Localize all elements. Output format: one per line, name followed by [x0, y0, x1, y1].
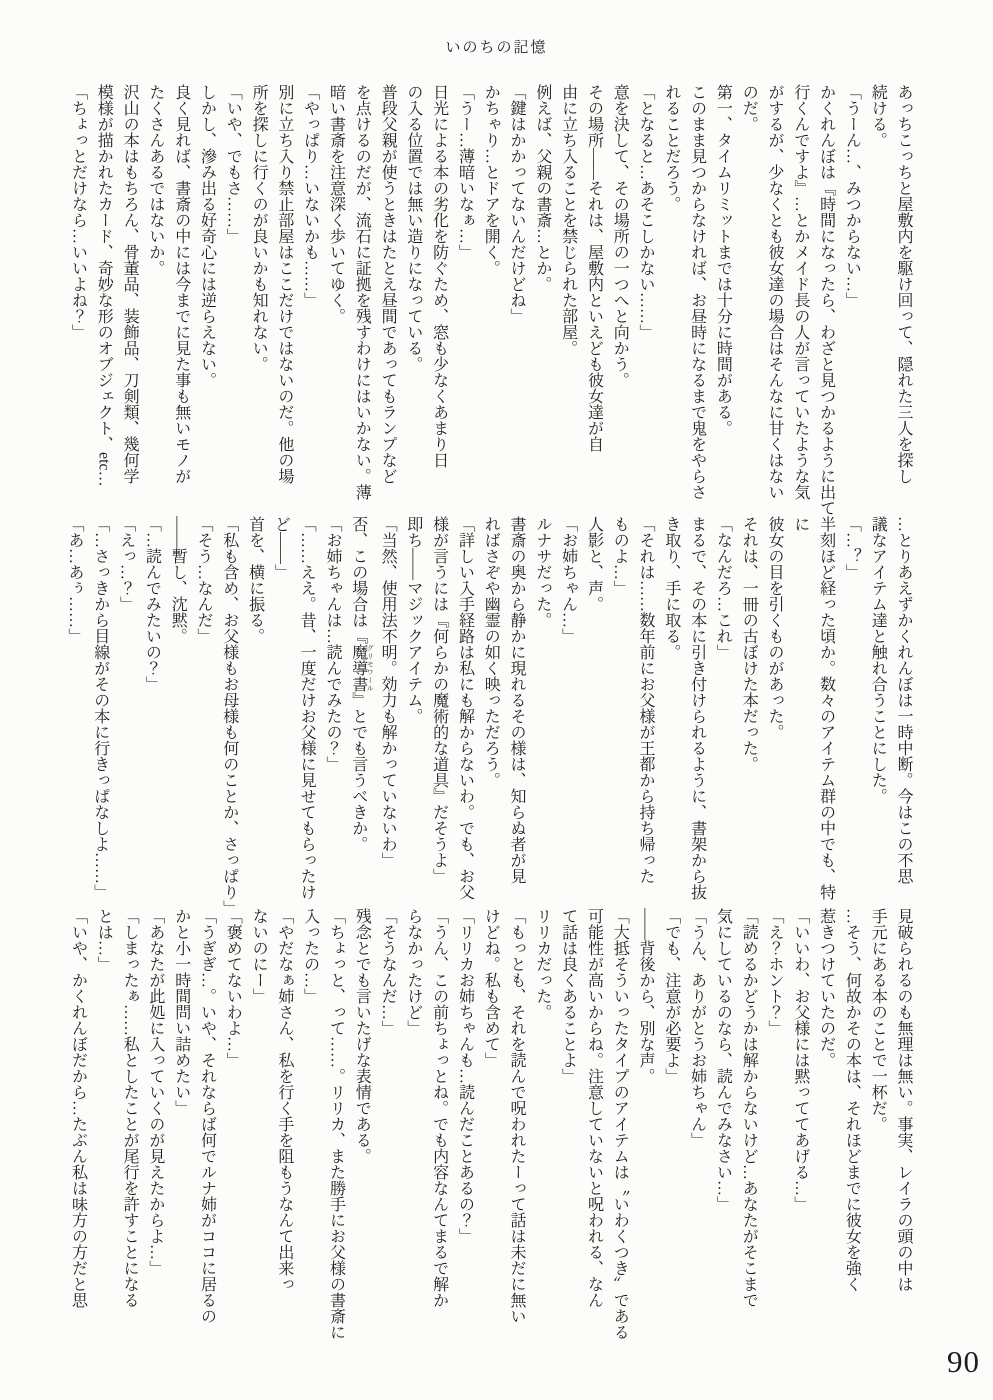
text-line: 「うん、ありがとうお姉ちゃん」 — [688, 908, 706, 1148]
text-line: 例えば、父親の書斎…とか。 — [533, 84, 551, 292]
text-line: とは…」 — [95, 908, 113, 972]
text-line: それは、一冊の古ぼけた本だった。 — [740, 516, 758, 772]
text-line: 「ちょっと、って……。リリカ、また勝手にお父様の書斎に — [327, 908, 345, 1340]
text-line: けどね。私も含めて」 — [482, 908, 500, 1068]
text-line: 首を、横に振る。 — [246, 516, 264, 644]
text-line: ルナサだった。 — [533, 516, 551, 628]
text-line: かと小一時間問い詰めたい」 — [172, 908, 190, 1116]
text-line: 惹きつけていたのだ。 — [817, 908, 835, 1068]
text-line: のだ。 — [740, 84, 758, 132]
text-line: 否、この場合は『魔導書 グリモワール』とでも言うべきか。 — [349, 516, 375, 852]
text-line: 「お姉ちゃんは…読んでみたの？」 — [323, 516, 341, 772]
text-band-1 — [58, 84, 916, 524]
text-line: らなかったけど」 — [404, 908, 422, 1036]
text-line: 「もっとも、それを読んで呪われたーって話は未だに無い — [508, 908, 526, 1324]
text-line: 別に立ち入り禁止部屋はここだけではないのだ。他の場 — [275, 84, 293, 484]
text-line: 「えっ…？」 — [117, 516, 135, 612]
text-band-2 — [58, 516, 916, 916]
text-line: ないのにー」 — [250, 908, 268, 1004]
text-line: 「…さっきから目線がその本に行きっぱなしよ……」 — [91, 516, 109, 900]
text-line: ど――」 — [272, 516, 290, 580]
text-line: 見破られるのも無理は無い。事実、レイラの頭の中は — [895, 908, 912, 1292]
text-line: ればさぞや幽霊の如く映っただろう。 — [482, 516, 500, 788]
text-line: 「……ええ。昔、一度だけお父様に見せてもらったけ — [298, 516, 316, 900]
text-line: 議なアイテム達と触れ合うことにした。 — [869, 516, 887, 804]
text-line: 「え？ホント？」 — [766, 908, 784, 1036]
text-line: 「うー…薄暗いなぁ…」 — [456, 84, 474, 260]
text-line: 可能性が高いからね。注意していないと呪われる、なん — [585, 908, 603, 1308]
text-line: 「詳しい入手経路は私にも解からないわ。でも、お父 — [456, 516, 474, 900]
text-line: がするが、少なくとも彼女達の場合はそんなに甘くはない — [766, 84, 784, 500]
text-line: 「そう…なんだ」 — [194, 516, 212, 644]
text-line: 「でも、注意が必要よ」 — [662, 908, 680, 1084]
text-line: 「私も含め、お父様もお母様も何のことか、さっぱり」 — [220, 516, 238, 916]
text-line: 意を決して、その場所の一つへと向かう。 — [611, 84, 629, 388]
text-line: 入ったの…」 — [301, 908, 319, 1004]
text-line: 書斎の奥から静かに現れるその様は、知らぬ者が見 — [508, 516, 526, 884]
text-line: 「そうなんだ…」 — [379, 908, 397, 1036]
text-line: リリカだった。 — [533, 908, 551, 1020]
text-line: 彼女の目を引くものがあった。 — [766, 516, 784, 740]
text-line: 「当然、使用法不明。効力も解かっていないわ」 — [379, 516, 397, 868]
text-line: 「お姉ちゃん…」 — [559, 516, 577, 644]
text-line: 「あ…あぅ……」 — [66, 516, 83, 644]
text-line: 「…読んでみたいの？」 — [143, 516, 161, 692]
text-line: 第一、タイムリミットまでは十分に時間がある。 — [714, 84, 732, 436]
text-line: あっちこっちと屋敷内を駆け回って、隠れた三人を探し — [895, 84, 912, 484]
text-line: 「やっぱり…いないかも……」 — [301, 84, 319, 308]
text-line: 所を探しに行くのが良いかも知れない。 — [250, 84, 268, 372]
text-line: 「やだなぁ姉さん、私を行く手を阻もうなんて出来っ — [275, 908, 293, 1292]
text-line: ――背後から、別な声。 — [637, 908, 655, 1084]
text-line: 模様が描かれたカード、奇妙な形のオブジェクト、etc… — [95, 84, 113, 487]
text-line: 「なんだろ…これ」 — [714, 516, 732, 660]
text-line: 良く見れば、書斎の中には今までに見た事も無いモノが — [172, 84, 190, 484]
text-line: 「褒めてないわよ…」 — [224, 908, 242, 1068]
text-line: 人影と、声。 — [585, 516, 603, 612]
text-line: 「いや、かくれんぼだから…たぶん私は味方の方だと思 — [69, 908, 87, 1308]
text-band-3 — [58, 908, 916, 1348]
text-line: 「うーん…、みつからない…」 — [843, 84, 861, 308]
page-title: いのちの記憶 — [445, 40, 548, 56]
text-line: …そう、何故かその本は、それほどまでに彼女を強く — [843, 908, 861, 1292]
text-line: 即ち――マジックアイテム。 — [404, 516, 422, 724]
text-line: 残念とでも言いたげな表情である。 — [353, 908, 371, 1164]
text-line: しかし、滲み出る好奇心には逆らえない。 — [198, 84, 216, 388]
text-line: 普段父親が使うときはたとえ昼間であってもランプなど — [379, 84, 397, 484]
text-line: …とりあえずかくれんぼは一時中断。今はこの不思 — [895, 516, 912, 884]
text-line: 暗い書斎を注意深く歩いてゆく。 — [327, 84, 345, 324]
text-line: 「鍵はかかってないんだけどね」 — [508, 84, 526, 324]
text-line: 行くんですよ』…とかメイド長の人が言っていたような気 — [791, 84, 809, 500]
text-line: 半刻ほど経った頃か。数々のアイテム群の中でも、特に — [791, 516, 835, 900]
text-line: かくれんぼは『時間になったら、わざと見つかるように出て — [817, 84, 835, 516]
text-line: 「となると…あそこしかない……」 — [637, 84, 655, 340]
text-line: 「それは……数年前にお父様が王都から持ち帰った — [637, 516, 655, 884]
text-line: 「…？」 — [843, 516, 861, 580]
text-line: 「読めるかどうかは解からないけど…あなたがそこまで — [740, 908, 758, 1308]
text-line: 「ちょっとだけなら…いいよね？」 — [69, 84, 87, 340]
text-line: 「うん、この前ちょっとね。でも内容なんてまるで解か — [430, 908, 448, 1308]
text-line: たくさんあるではないか。 — [146, 84, 164, 276]
text-line: 「大抵そういったタイプのアイテムは〝いわくつき〟である — [611, 908, 629, 1340]
text-line: 気にしているのなら、読んでみなさい…」 — [714, 908, 732, 1212]
text-line: このまま見つからなければ、お昼時になるまで鬼をやらさ — [688, 84, 706, 500]
text-line: 「しまったぁ……私としたことが尾行を許すことになる — [121, 908, 139, 1308]
text-line: 「リリカお姉ちゃんも…読んだことあるの？」 — [456, 908, 474, 1244]
text-line: 由に立ち入ることを禁じられた部屋。 — [559, 84, 577, 356]
text-line: 沢山の本はもちろん、骨董品、装飾品、刀剣類、幾何学 — [121, 84, 139, 484]
ruby-annotated-word: 魔導書 グリモワール — [349, 644, 375, 692]
text-line: かちゃり…とドアを開く。 — [482, 84, 500, 276]
text-line: まるで、その本に引き付けられるように、書架から抜 — [688, 516, 706, 900]
text-line: 手元にある本のことで一杯だ。 — [869, 908, 887, 1132]
text-line: その場所――それは、屋敷内といえども彼女達が自 — [585, 84, 603, 452]
text-line: き取り、手に取る。 — [662, 516, 680, 660]
text-line: 様が言うには『何らかの魔術的な道具』だそうよ」 — [430, 516, 448, 884]
text-line: 日光による本の劣化を防ぐため、窓も少なくあまり日 — [430, 84, 448, 468]
text-line: 「うぎぎ…。いや、それならば何でルナ姉がココに居るの — [198, 908, 216, 1324]
text-line: 「いいわ、お父様には黙っててあげる…」 — [791, 908, 809, 1212]
page-number: 90 — [947, 1344, 980, 1379]
text-line: れることだろう。 — [662, 84, 680, 212]
text-line: 続ける。 — [869, 84, 887, 148]
text-line: の入る位置では無い造りになっている。 — [404, 84, 422, 372]
text-line: 「いや、でもさ……」 — [224, 84, 242, 244]
text-line: ものよ…」 — [611, 516, 629, 596]
text-line: 「あなたが此処に入っていくのが見えたからよ…」 — [146, 908, 164, 1276]
text-line: を点けるのだが、流石に証拠を残すわけにはいかない。薄 — [353, 84, 371, 500]
text-line: ――暫し、沈黙。 — [169, 516, 187, 644]
text-line: て話は良くあることよ」 — [559, 908, 577, 1084]
